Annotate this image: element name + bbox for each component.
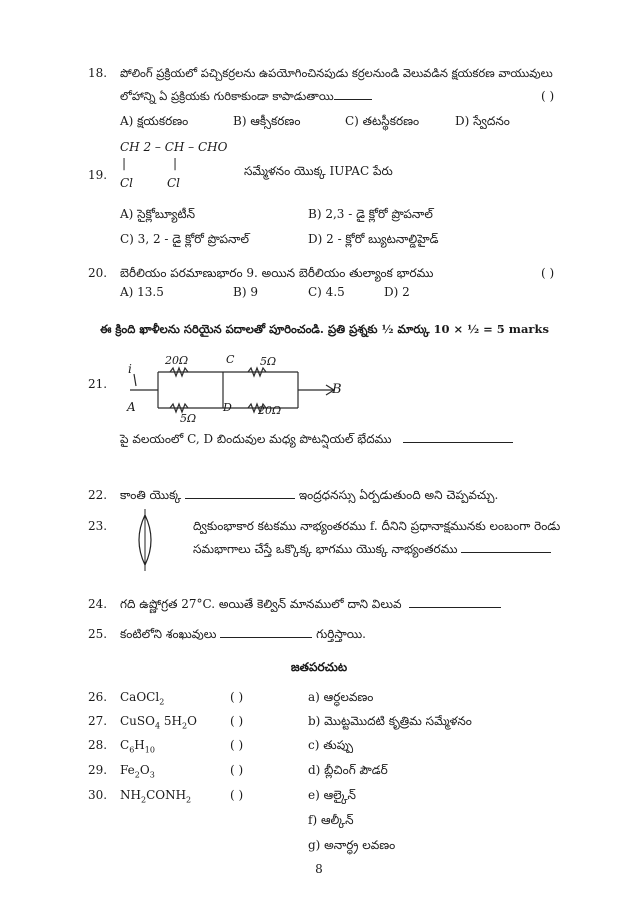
formula-part: 5H bbox=[160, 714, 182, 728]
formula-part: 2 bbox=[186, 795, 192, 805]
q25-number: 25. bbox=[88, 627, 108, 641]
match-answer-paren: ( ) bbox=[230, 714, 244, 728]
q23-blank bbox=[461, 542, 551, 553]
match-answer-option: e) ఆల్కైన్ bbox=[308, 788, 356, 802]
formula-part: 10 bbox=[144, 745, 155, 755]
formula-part: 2 bbox=[134, 770, 140, 780]
formula-part: 6 bbox=[129, 745, 135, 755]
q19-question: సమ్మేళనం యొక్క IUPAC పేరు bbox=[244, 164, 393, 178]
q19-bond-1: | bbox=[122, 156, 127, 170]
formula-part: 4 bbox=[154, 721, 161, 731]
formula-part: CONH bbox=[146, 788, 187, 802]
q20-text: బెరీలియం పరమాణుభారం 9. అయిన బెరీలియం తుల్యాంక భారము bbox=[120, 266, 434, 280]
formula-part: 2 bbox=[181, 721, 188, 731]
formula-part: H bbox=[134, 738, 145, 752]
q25-question: కంటిలోని శంఖువులు గుర్తిస్తాయి. bbox=[120, 627, 366, 641]
formula-part: Fe bbox=[120, 763, 135, 777]
q21-question: పై వలయంలో C, D బిందువుల మధ్య పొటన్షియల్ భేదము bbox=[120, 432, 513, 449]
match-question-number: 28. bbox=[88, 738, 108, 752]
match-question-number: 26. bbox=[88, 690, 108, 704]
q23-text-line2: సమభాగాలు చేస్తే ఒక్కొక్క భాగము యొక్క నాభ్యంతరము bbox=[193, 542, 551, 559]
q21-number: 21. bbox=[88, 377, 108, 391]
match-question-number: 27. bbox=[88, 714, 108, 728]
formula-part: CuSO bbox=[120, 714, 155, 728]
q24-blank bbox=[409, 597, 501, 608]
match-section-heading: జతపరచుట bbox=[290, 660, 348, 674]
match-question-number: 29. bbox=[88, 763, 108, 777]
q18-text-line1: పోలింగ్ ప్రక్రియలో పచ్చికర్రలను ఉపయోగించినపుడు కర్రలనుండి వెలువడిన క్షయకరణ వాయువులు bbox=[120, 66, 553, 80]
q19-option-c: C) 3, 2 - డై క్లోరో ప్రొపనాల్ bbox=[120, 232, 250, 246]
page-number: 8 bbox=[315, 862, 323, 876]
q19-formula-top: CH 2 – CH – CHO bbox=[120, 140, 228, 154]
circuit-label-d: D bbox=[223, 401, 232, 414]
q20-option-a: A) 13.5 bbox=[120, 285, 164, 299]
q18-text-line2: లోహాన్ని ఏ ప్రక్రియకు గురికాకుండా కాపాడుతాయి bbox=[120, 89, 372, 106]
q22-blank bbox=[185, 488, 295, 499]
q23-text-line1: ద్వికుంభాకార కటకము నాభ్యంతరము f. దీనిని ప్రధానాక్షమునకు లంబంగా రెండు bbox=[193, 519, 561, 533]
q18-number: 18. bbox=[88, 66, 108, 80]
q19-number: 19. bbox=[88, 168, 108, 182]
match-formula bbox=[120, 788, 191, 804]
q23-number: 23. bbox=[88, 519, 108, 533]
match-answer-option: c) తుప్పు bbox=[308, 738, 354, 752]
match-formula bbox=[120, 714, 197, 730]
q19-option-a: A) సైక్లోబ్యూటీన్ bbox=[120, 207, 196, 221]
match-question-number: 30. bbox=[88, 788, 108, 802]
q24-number: 24. bbox=[88, 597, 108, 611]
formula-part: O bbox=[139, 763, 150, 777]
match-formula bbox=[120, 763, 155, 779]
circuit-label-r2: 5Ω bbox=[180, 412, 197, 425]
match-answer-paren: ( ) bbox=[230, 763, 244, 777]
q19-option-b: B) 2,3 - డై క్లోరో ప్రొపనాల్ bbox=[308, 207, 433, 221]
match-answer-paren: ( ) bbox=[230, 788, 244, 802]
q18-option-d: D) స్వేదనం bbox=[455, 114, 510, 128]
circuit-label-c: C bbox=[226, 353, 235, 366]
match-formula bbox=[120, 738, 155, 754]
q24-question: గది ఉష్ణోగ్రత 27°C. అయితే కెల్విన్ మానములో దాని విలువ bbox=[120, 597, 501, 614]
match-answer-paren: ( ) bbox=[230, 738, 244, 752]
q22-question: కాంతి యొక్క ఇంద్రధనస్సు ఏర్పడుతుంది అని చెప్పవచ్చు. bbox=[120, 488, 499, 502]
formula-part: CaOCl bbox=[120, 690, 160, 704]
formula-part: 2 bbox=[159, 697, 165, 707]
q19-cl-1: Cl bbox=[120, 176, 134, 190]
match-answer-option: a) ఆర్ధలవణం bbox=[308, 690, 374, 704]
q21-circuit-diagram bbox=[118, 352, 358, 427]
formula-part: C bbox=[120, 738, 130, 752]
match-answer-f: f) ఆల్కీన్ bbox=[308, 813, 354, 827]
circuit-label-r1: 20Ω bbox=[165, 354, 189, 367]
q19-option-d: D) 2 - క్లోరో బ్యుటనాల్డిహైడ్ bbox=[308, 232, 439, 246]
circuit-label-a: A bbox=[127, 400, 136, 414]
q20-option-d: D) 2 bbox=[384, 285, 410, 299]
circuit-label-b: B bbox=[332, 382, 342, 397]
formula-part: 2 bbox=[140, 795, 147, 805]
match-answer-option: d) బ్లీచింగ్ పౌడర్ bbox=[308, 763, 388, 777]
q20-option-c: C) 4.5 bbox=[308, 285, 345, 299]
q22-number: 22. bbox=[88, 488, 108, 502]
match-answer-g: g) అనార్ధ్ర లవణం bbox=[308, 838, 396, 852]
q18-option-b: B) ఆక్సీకరణం bbox=[233, 114, 301, 128]
formula-part: NH bbox=[120, 788, 141, 802]
q18-option-a: A) క్షయకరణం bbox=[120, 114, 189, 128]
q21-blank bbox=[403, 432, 513, 443]
formula-part: 3 bbox=[149, 770, 155, 780]
circuit-label-r3: 5Ω bbox=[260, 355, 277, 368]
q19-bond-2: | bbox=[173, 156, 178, 170]
q20-number: 20. bbox=[88, 266, 108, 280]
q18-blank bbox=[334, 89, 372, 100]
match-answer-option: b) మొట్టమొదటి కృత్రిమ సమ్మేళనం bbox=[308, 714, 472, 728]
q23-convex-lens-diagram bbox=[132, 509, 158, 571]
section-fill-in-heading: ఈ క్రింది ఖాళీలను సరియైన పదాలతో పూరించండి. ప్రతి ప్రశ్నకు ½ మార్కు 10 × ½ = 5 marks bbox=[100, 322, 549, 336]
formula-part: O bbox=[187, 714, 197, 728]
q18-answer-paren: ( ) bbox=[541, 89, 555, 103]
circuit-current-label: i bbox=[128, 362, 132, 376]
match-formula bbox=[120, 690, 164, 706]
q25-blank bbox=[220, 627, 312, 638]
q20-option-b: B) 9 bbox=[233, 285, 258, 299]
q20-answer-paren: ( ) bbox=[541, 266, 555, 280]
match-answer-paren: ( ) bbox=[230, 690, 244, 704]
circuit-label-r4: 20Ω bbox=[258, 404, 282, 417]
q18-option-c: C) తటస్థీకరణం bbox=[345, 114, 420, 128]
q19-cl-2: Cl bbox=[167, 176, 181, 190]
